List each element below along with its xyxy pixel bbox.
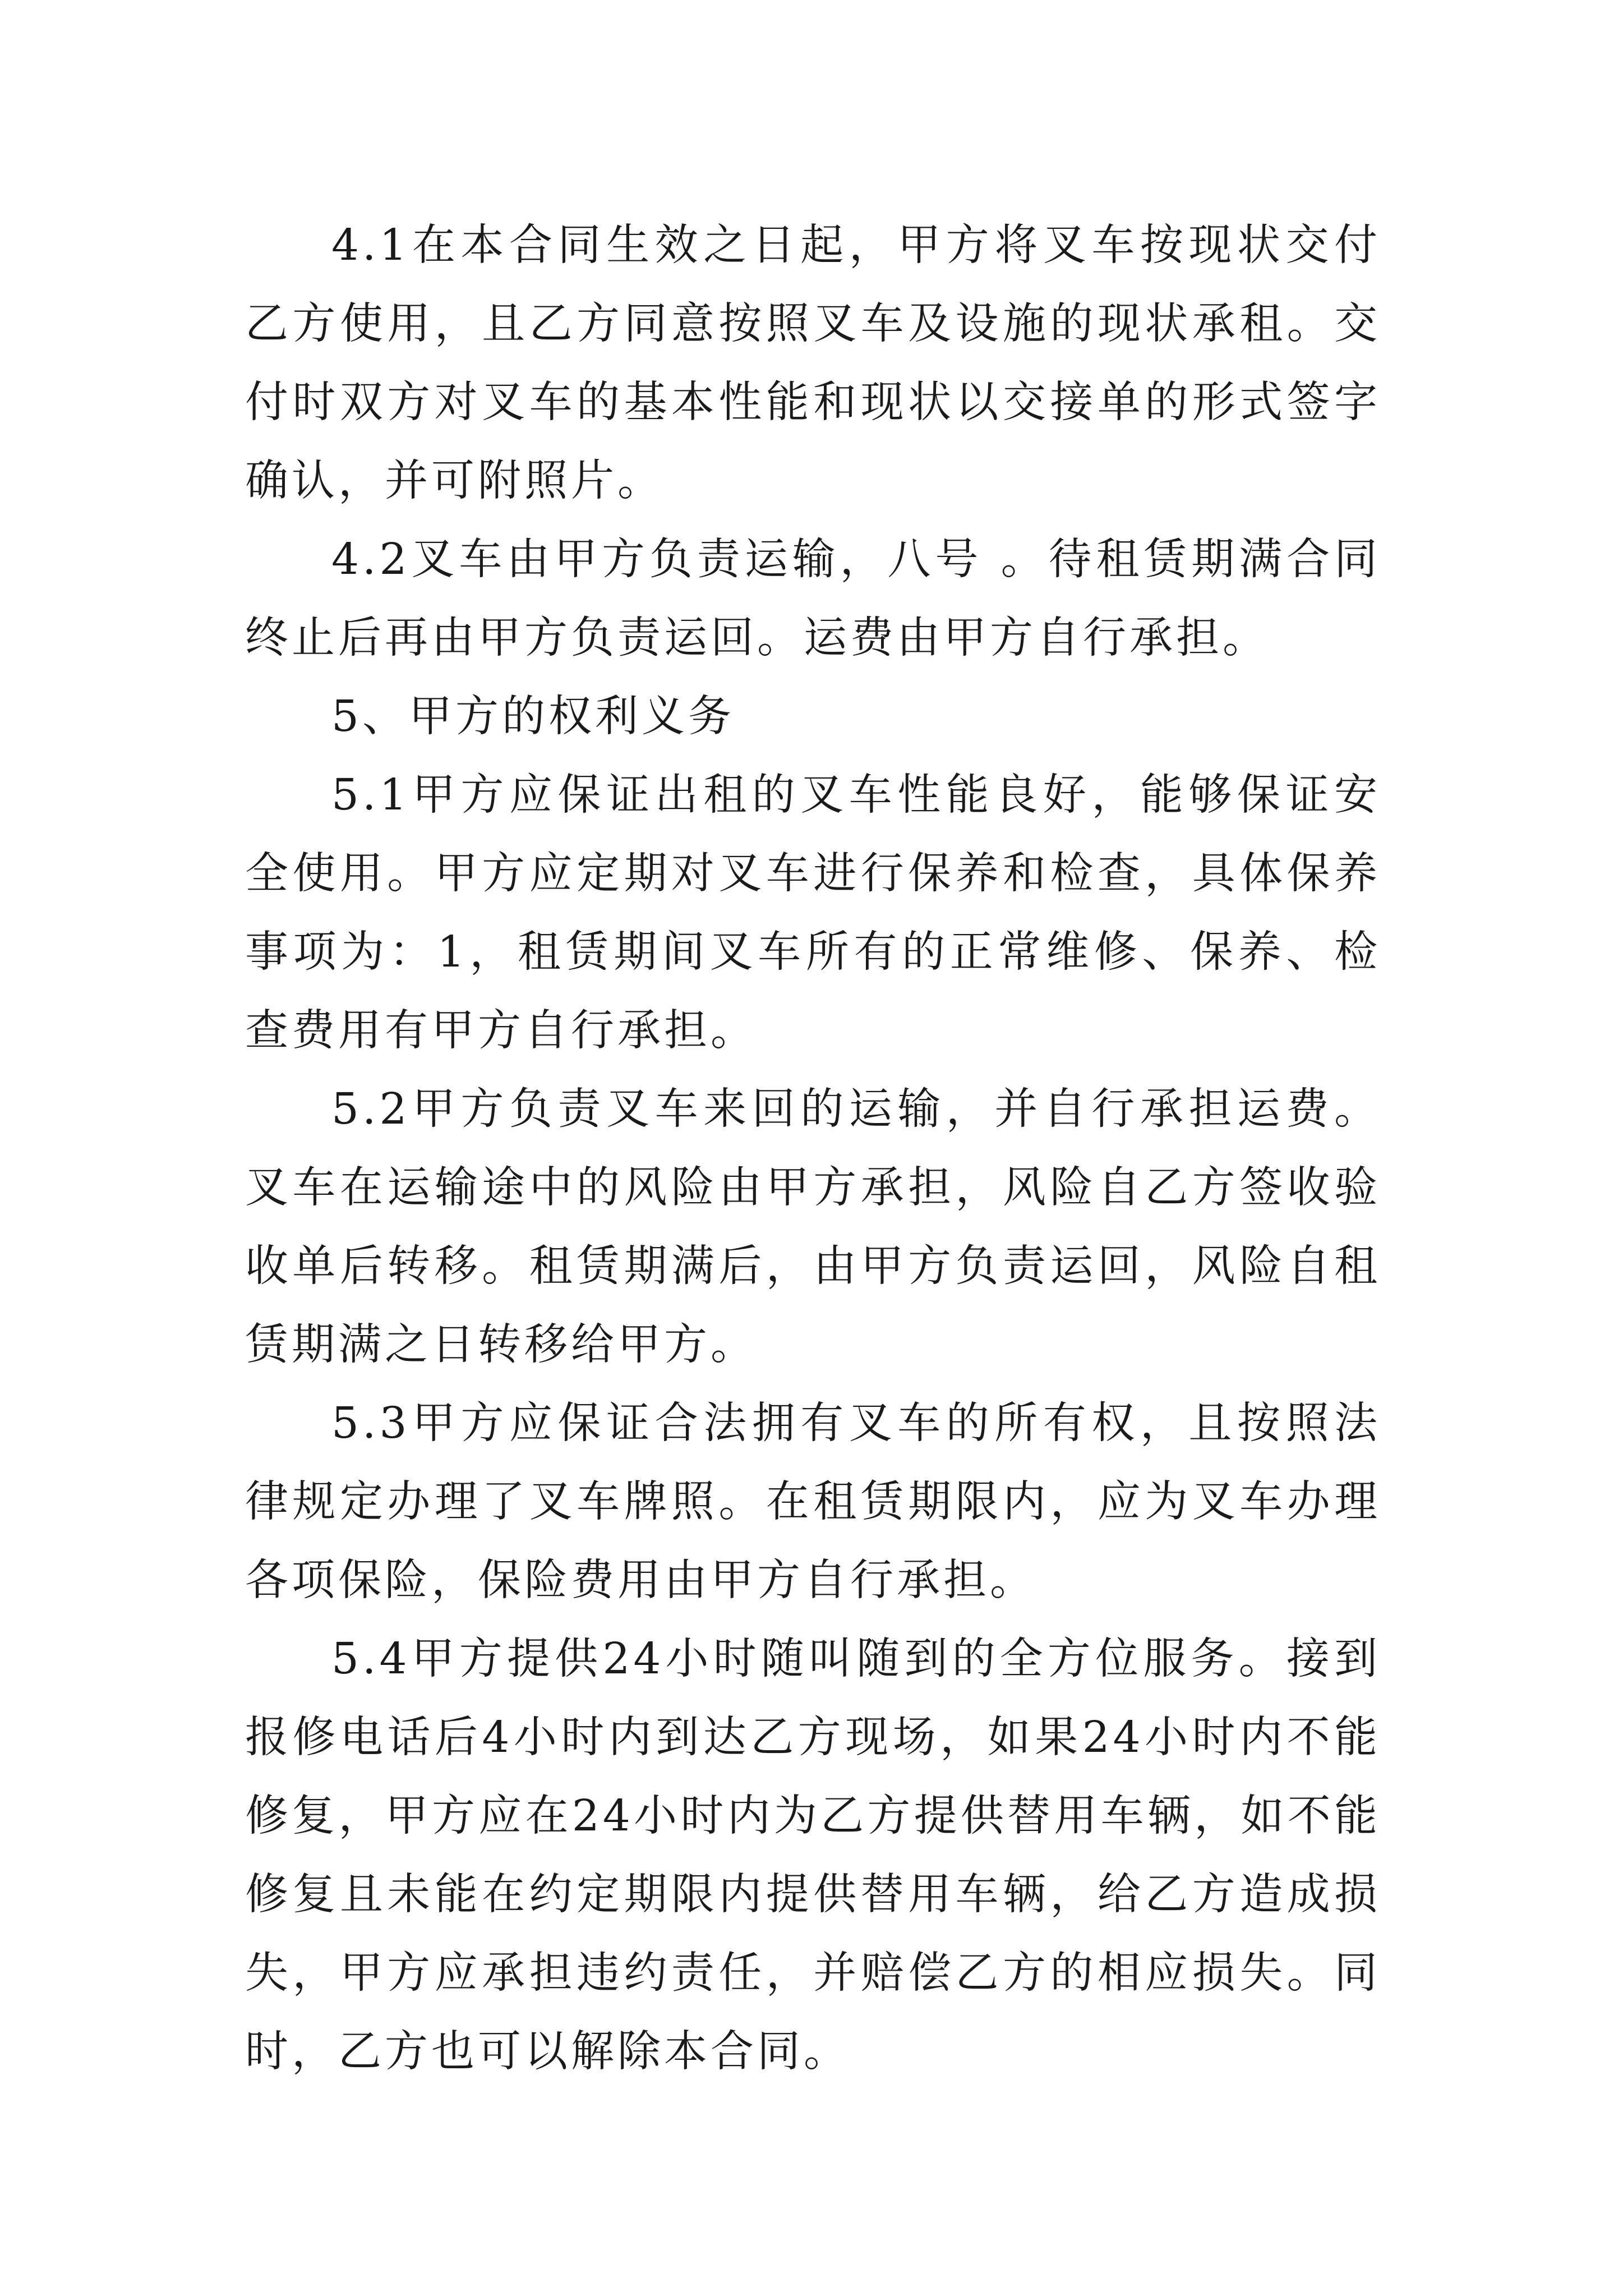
paragraph-5-3: 5.3甲方应保证合法拥有叉车的所有权，且按照法律规定办理了叉车牌照。在租赁期限内，应为叉车办理各项保险，保险费用由甲方自行承担。	[245, 1398, 1381, 1605]
paragraph-4-1: 4.1在本合同生效之日起，甲方将叉车按现状交付乙方使用，且乙方同意按照叉车及设施的现状承租。交付时双方对叉车的基本性能和现状以交接单的形式签字确认，并可附照片。	[245, 220, 1381, 506]
paragraph-5-1: 5.1甲方应保证出租的叉车性能良好，能够保证安全使用。甲方应定期对叉车进行保养和检查，具体保养事项为：1，租赁期间叉车所有的正常维修、保养、检查费用有甲方自行承担。	[245, 770, 1381, 1056]
contract-body	[245, 206, 1381, 2091]
paragraph-4-2: 4.2叉车由甲方负责运输，八号 。待租赁期满合同终止后再由甲方负责运回。运费由甲方自行承担。	[245, 535, 1381, 663]
paragraph-5-2: 5.2甲方负责叉车来回的运输，并自行承担运费。叉车在运输途中的风险由甲方承担，风险自乙方签收验收单后转移。租赁期满后，由甲方负责运回，风险自租赁期满之日转移给甲方。	[245, 1084, 1381, 1370]
section-heading-5: 5、甲方的权利义务	[331, 692, 735, 742]
paragraph-5-4: 5.4甲方提供24小时随叫随到的全方位服务。接到报修电话后4小时内到达乙方现场，如果24小时内不能修复，甲方应在24小时内为乙方提供替用车辆，如不能修复且未能在约定期限内提供替用车辆，给乙方造成损失，甲方应承担违约责任，并赔偿乙方的相应损失。同时，乙方也可以解除本合同。	[245, 1634, 1381, 2077]
